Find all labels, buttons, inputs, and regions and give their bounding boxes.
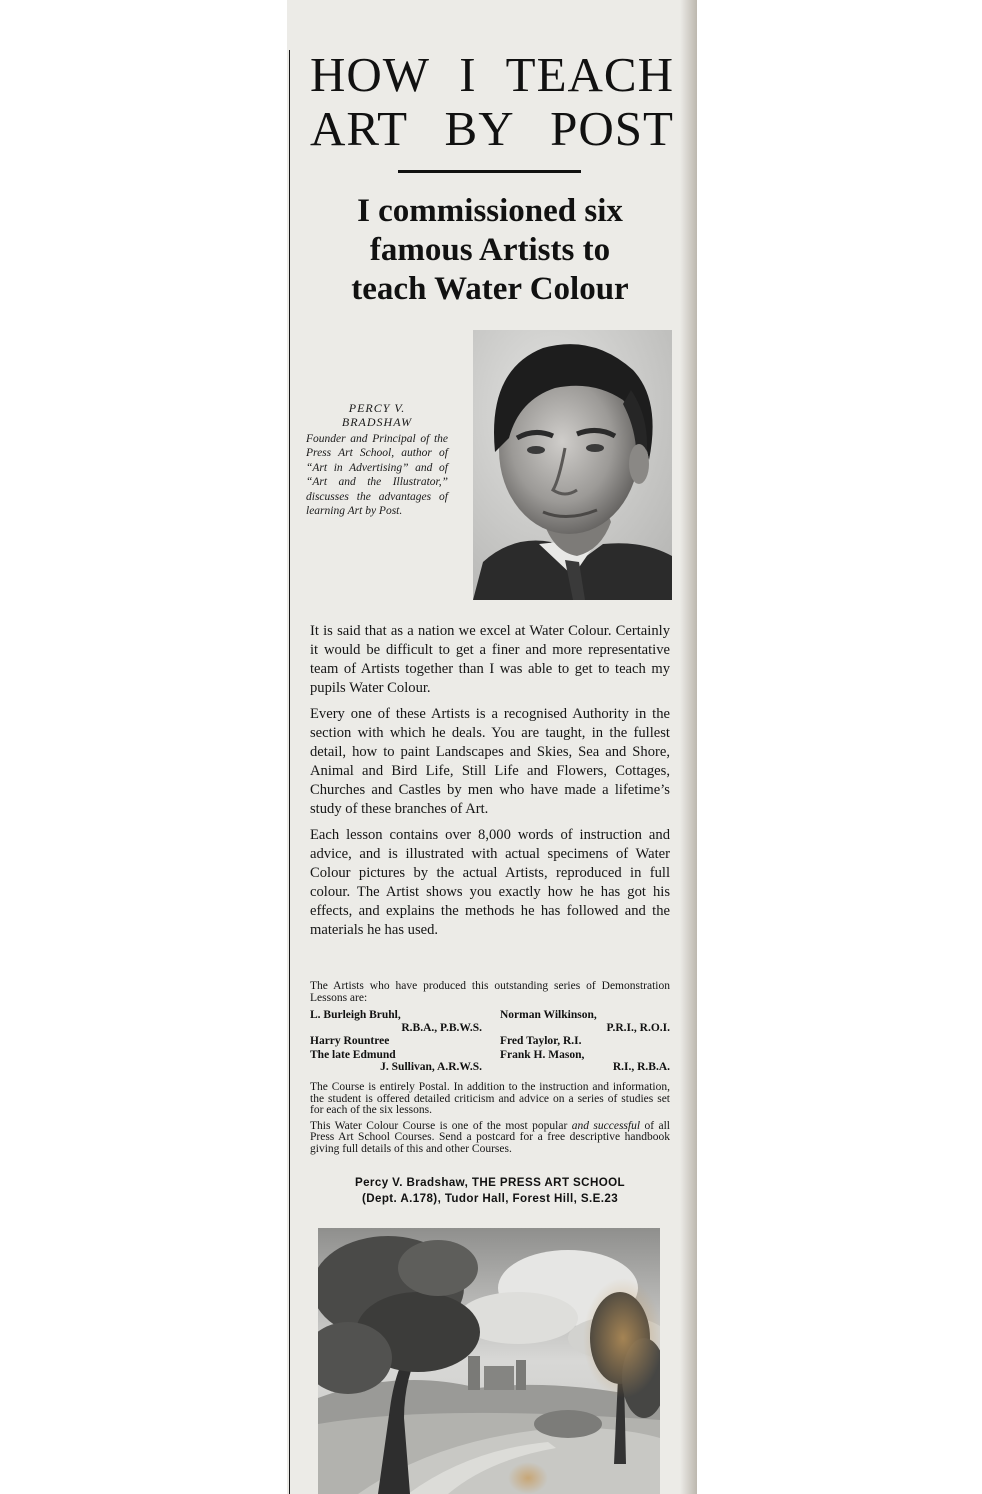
artists-column-left [310,1009,482,1075]
artist-name: The late Edmund [310,1048,396,1061]
artist-name: Norman Wilkinson, [500,1009,597,1021]
artists-column-right [500,1009,670,1075]
artist-entry [500,1035,670,1048]
subheadline [300,192,680,309]
artist-entry [500,1049,670,1074]
artist-name: L. Burleigh Bruhl, [310,1009,401,1021]
landscape-painting-icon [318,1228,660,1494]
address-line-1: Percy V. Bradshaw, THE PRESS ART SCHOOL [354,1176,626,1189]
body-paragraph: It is said that as a nation we excel at Water Colour. Certainly it would be difficult to get a finer and more representative team of Artists together than I was able to get to teach my pupils Water Colour. [310,623,670,696]
course-p2-emphasis: and successful [571,1119,641,1132]
artists-intro: The Artists who have produced this outstanding series of Demonstration Lessons are: [310,980,670,1004]
artist-entry [310,1049,482,1074]
caption-name-line-1: PERCY V. [348,401,406,415]
artist-name: Frank H. Mason, [500,1048,585,1061]
artist-honours: J. Sullivan, A.R.W.S. [380,1061,482,1074]
course-p2-start: This Water Colour Course is one of the most popular [310,1119,572,1132]
page-left-rule [289,50,290,1494]
artist-entry [310,1009,482,1034]
artist-entry [500,1009,670,1034]
artist-name: Fred Taylor, R.I. [500,1035,582,1048]
page-binding-shadow [680,0,697,1494]
artist-entry [310,1035,482,1048]
course-paragraph-2 [310,1121,670,1156]
subheadline-line-1: I commissioned six [357,193,623,229]
course-p2-end: of all Press Art School Courses. Send a postcard for a free descriptive handbook giving full details of this and other Courses. [310,1119,670,1155]
body-paragraph: Each lesson contains over 8,000 words of instruction and advice, and is illustrated with actual specimens of Water Colour pictures by the actual Artists, reproduced in full colour. The Artist shows you exactly how he has got his effects, and explains the methods he has followed and the materials he has used. [310,827,670,938]
artist-honours: R.B.A., P.B.W.S. [401,1021,482,1034]
artist-name: Harry Rountree [310,1035,390,1048]
portrait-photo-icon [473,330,672,600]
headline-line-1: HOW I TEACH [310,47,674,102]
artist-honours: P.R.I., R.O.I. [606,1021,670,1034]
subheadline-line-2: famous Artists to [369,232,611,268]
headline-line-2: ART BY POST [310,101,674,156]
caption-text: Founder and Principal of the Press Art School, author of “Art in Advertising” and of “Art and the Illustrator,” discusses the advantages of learning Art by Post. [306,433,448,518]
body-text [310,622,670,947]
course-paragraph-1: The Course is entirely Postal. In addition to the instruction and information, the student is offered detailed criticism and advice on a series of studies set for each of the six lessons. [310,1081,670,1117]
subheadline-line-3: teach Water Colour [351,271,629,307]
headline [310,48,674,156]
course-text [310,1082,670,1160]
address-line-2: (Dept. A.178), Tudor Hall, Forest Hill, S.E.23 [361,1191,619,1205]
school-address [300,1175,680,1206]
title-rule [398,170,581,173]
caption-name [306,401,448,429]
portrait-caption [306,401,448,518]
artist-honours: R.I., R.B.A. [612,1061,670,1074]
body-paragraph: Every one of these Artists is a recognised Authority in the section with which he deals. You are taught, in the fullest detail, how to paint Landscapes and Skies, Sea and Shore, Animal and Bird Life, Still Life and Flowers, Cottages, Churches and Castles by men who have made a lifetime’s study of these branches of Art. [310,706,670,817]
caption-name-line-2: BRADSHAW [341,415,413,429]
